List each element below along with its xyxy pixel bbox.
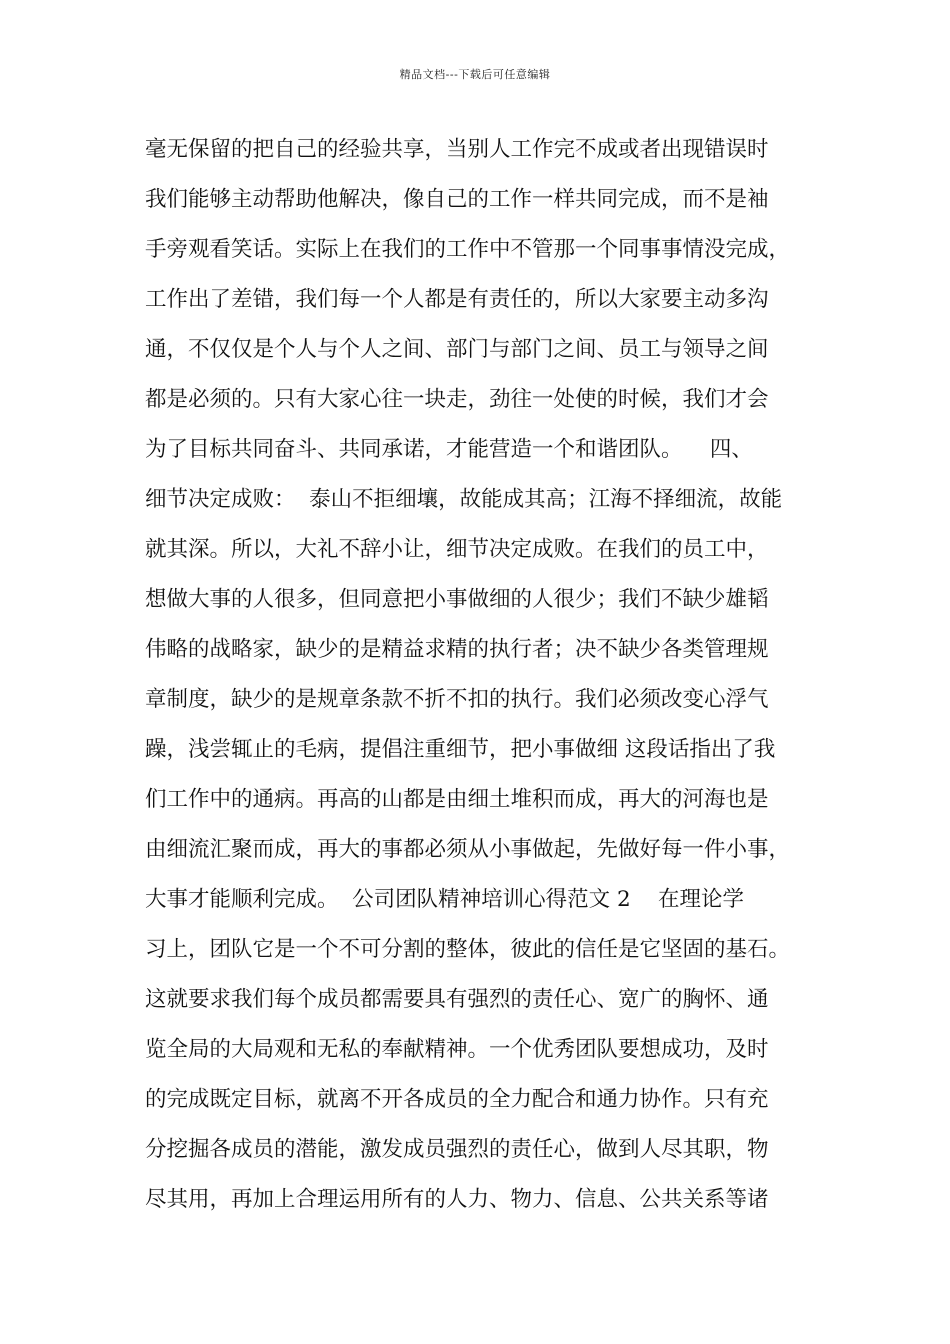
body-text	[145, 130, 845, 1230]
text-line: 习上，团队它是一个不可分割的整体，彼此的信任是它坚固的基石。	[145, 937, 791, 962]
text-line: 就其深。所以，大礼不辞小让，细节决定成败。在我们的员工中，	[145, 537, 769, 562]
text-line: 尽其用，再加上合理运用所有的人力、物力、信息、公共关系等诸	[145, 1187, 769, 1212]
text-line: 览全局的大局观和无私的奉献精神。一个优秀团队要想成功，及时	[145, 1037, 769, 1062]
text-line: 细节决定成败： 泰山不拒细壤，故能成其高；江海不择细流，故能	[145, 487, 783, 512]
text-line: 们工作中的通病。再高的山都是由细土堆积而成，再大的河海也是	[145, 787, 769, 812]
text-line: 都是必须的。只有大家心往一块走，劲往一处使的时候，我们才会	[145, 387, 769, 412]
text-line: 这就要求我们每个成员都需要具有强烈的责任心、宽广的胸怀、通	[145, 987, 769, 1012]
text-line: 为了目标共同奋斗、共同承诺，才能营造一个和谐团队。 四、	[145, 437, 753, 462]
text-line: 通，不仅仅是个人与个人之间、部门与部门之间、员工与领导之间	[145, 337, 769, 362]
text-line: 毫无保留的把自己的经验共享，当别人工作完不成或者出现错误时	[145, 137, 769, 162]
text-line: 分挖掘各成员的潜能，激发成员强烈的责任心，做到人尽其职，物	[145, 1137, 769, 1162]
text-line: 大事才能顺利完成。 公司团队精神培训心得范文 2 在理论学	[145, 887, 745, 912]
text-line: 伟略的战略家，缺少的是精益求精的执行者；决不缺少各类管理规	[145, 637, 769, 662]
text-line: 由细流汇聚而成，再大的事都必须从小事做起，先做好每一件小事，	[145, 837, 791, 862]
text-line: 躁，浅尝辄止的毛病，提倡注重细节，把小事做细 这段话指出了我	[145, 737, 776, 762]
text-line: 我们能够主动帮助他解决，像自己的工作一样共同完成，而不是袖	[145, 187, 769, 212]
text-line: 章制度，缺少的是规章条款不折不扣的执行。我们必须改变心浮气	[145, 687, 769, 712]
text-line: 的完成既定目标，就离不开各成员的全力配合和通力协作。只有充	[145, 1087, 769, 1112]
text-line: 手旁观看笑话。实际上在我们的工作中不管那一个同事事情没完成，	[145, 237, 791, 262]
text-line: 工作出了差错，我们每一个人都是有责任的，所以大家要主动多沟	[145, 287, 769, 312]
text-line: 想做大事的人很多，但同意把小事做细的人很少；我们不缺少雄韬	[145, 587, 769, 612]
page-header: 精品文档---下载后可任意编辑	[399, 68, 551, 81]
